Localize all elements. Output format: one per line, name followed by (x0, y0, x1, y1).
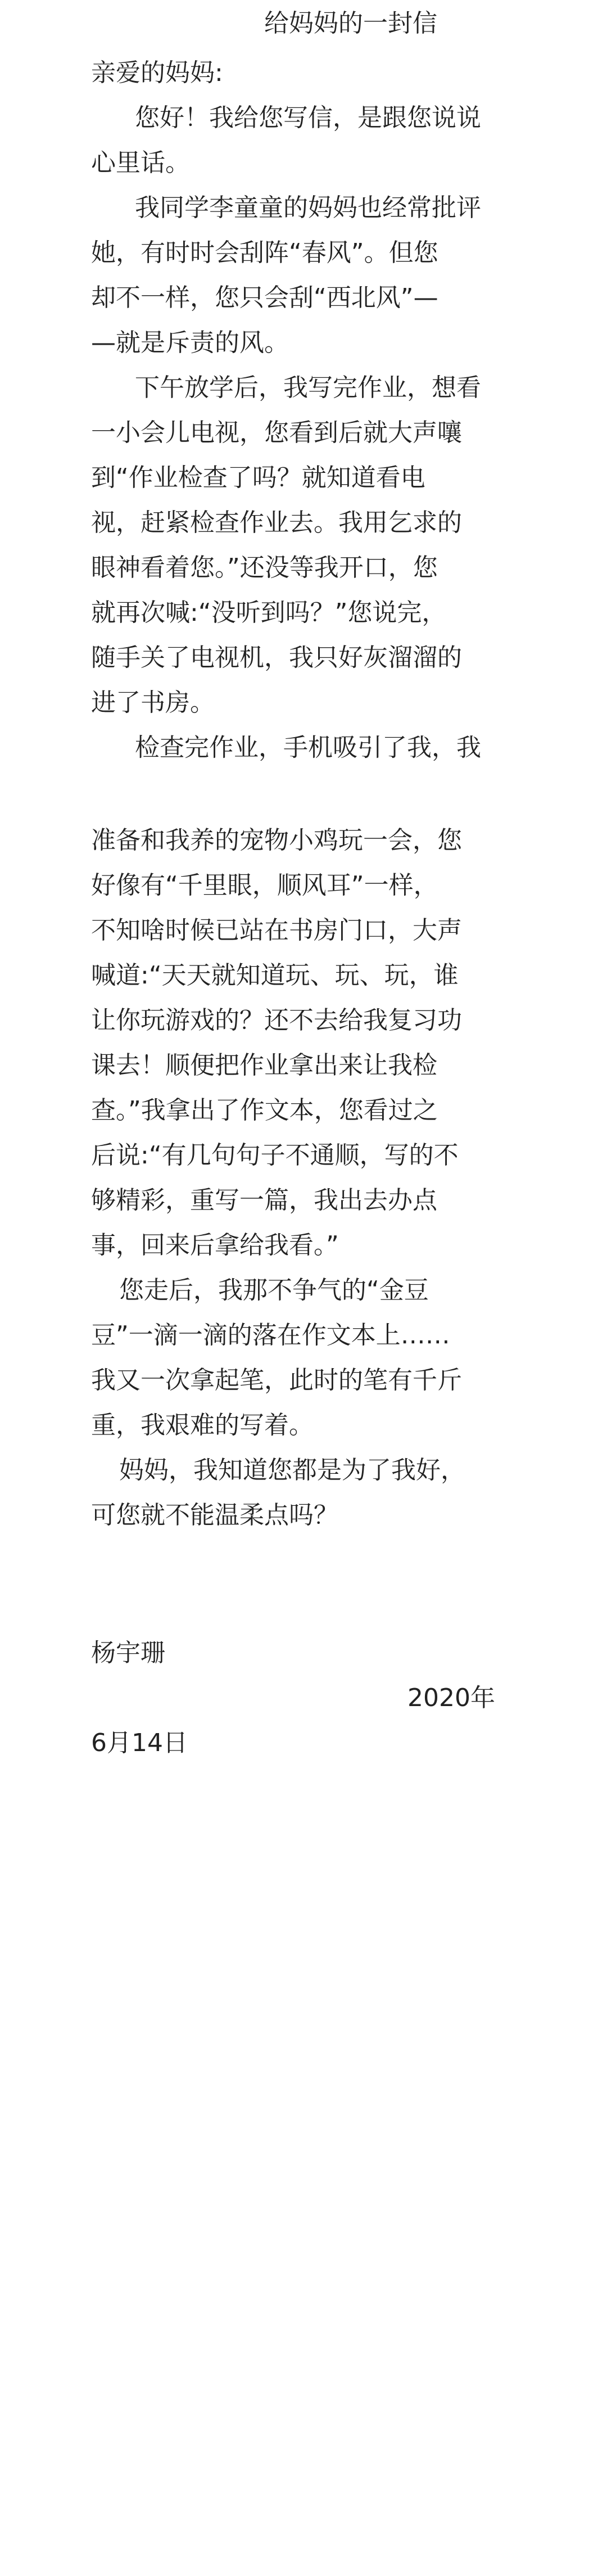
paragraph-4-line-10: 够精彩，重写一篇，我出去办点 (91, 1186, 437, 1215)
salutation: 亲爱的妈妈: (91, 58, 223, 87)
paragraph-4-line-2: 准备和我养的宠物小鸡玩一会，您 (91, 826, 462, 855)
paragraph-5-line-3: 我又一次拿起笔，此时的笔有千斤 (91, 1366, 462, 1395)
paragraph-5-line-2: 豆”一滴一滴的落在作文本上…… (91, 1321, 450, 1350)
paragraph-3-line-5: 眼神看着您。”还没等我开口，您 (91, 553, 438, 582)
paragraph-4-line-9: 后说:“有几句句子不通顺，写的不 (91, 1141, 459, 1170)
paragraph-1-line-2: 心里话。 (91, 148, 190, 177)
paragraph-4-line-11: 事，回来后拿给我看。” (91, 1231, 339, 1260)
paragraph-6-line-1: 妈妈，我知道您都是为了我好， (119, 1456, 465, 1485)
date-year: 2020年 (407, 1684, 495, 1712)
paragraph-3-line-3: 到“作业检查了吗？就知道看电 (91, 463, 425, 492)
paragraph-4-line-8: 查。”我拿出了作文本，您看过之 (91, 1096, 438, 1125)
paragraph-3-line-2: 一小会儿电视，您看到后就大声嚷 (91, 418, 462, 447)
paragraph-2-line-1: 我同学李童童的妈妈也经常批评 (135, 193, 481, 222)
paragraph-2-line-3: 却不一样，您只会刮“西北风”— (91, 283, 438, 312)
paragraph-6-line-2: 可您就不能温柔点吗？ (91, 1501, 338, 1530)
paragraph-4-line-5: 喊道:“天天就知道玩、玩、玩，谁 (91, 961, 459, 990)
paragraph-4-line-3: 好像有“千里眼，顺风耳”一样， (91, 871, 438, 900)
paragraph-4-line-7: 课去！顺便把作业拿出来让我检 (91, 1051, 437, 1080)
paragraph-3-line-8: 进了书房。 (91, 688, 215, 717)
paragraph-3-line-7: 随手关了电视机，我只好灰溜溜的 (91, 643, 462, 672)
paragraph-3-line-6: 就再次喊:“没听到吗？”您说完， (91, 598, 447, 627)
paragraph-4-line-1: 检查完作业，手机吸引了我，我 (135, 733, 481, 762)
paragraph-3-line-1: 下午放学后，我写完作业，想看 (135, 373, 481, 402)
date-day: 6月14日 (91, 1729, 188, 1757)
paragraph-4-line-6: 让你玩游戏的？还不去给我复习功 (91, 1006, 462, 1035)
paragraph-2-line-2: 她，有时时会刮阵“春风”。但您 (91, 238, 438, 267)
paragraph-3-line-4: 视，赶紧检查作业去。我用乞求的 (91, 508, 462, 537)
paragraph-1-line-1: 您好！我给您写信，是跟您说说 (135, 103, 481, 132)
paragraph-5-line-4: 重，我艰难的写着。 (91, 1411, 314, 1440)
paragraph-2-line-4: —就是斥责的风。 (91, 328, 289, 357)
signature: 杨宇珊 (91, 1639, 165, 1667)
letter-title: 给妈妈的一封信 (264, 9, 437, 38)
paragraph-4-line-4: 不知啥时候已站在书房门口，大声 (91, 916, 462, 945)
paragraph-5-line-1: 您走后，我那不争气的“金豆 (119, 1276, 429, 1305)
